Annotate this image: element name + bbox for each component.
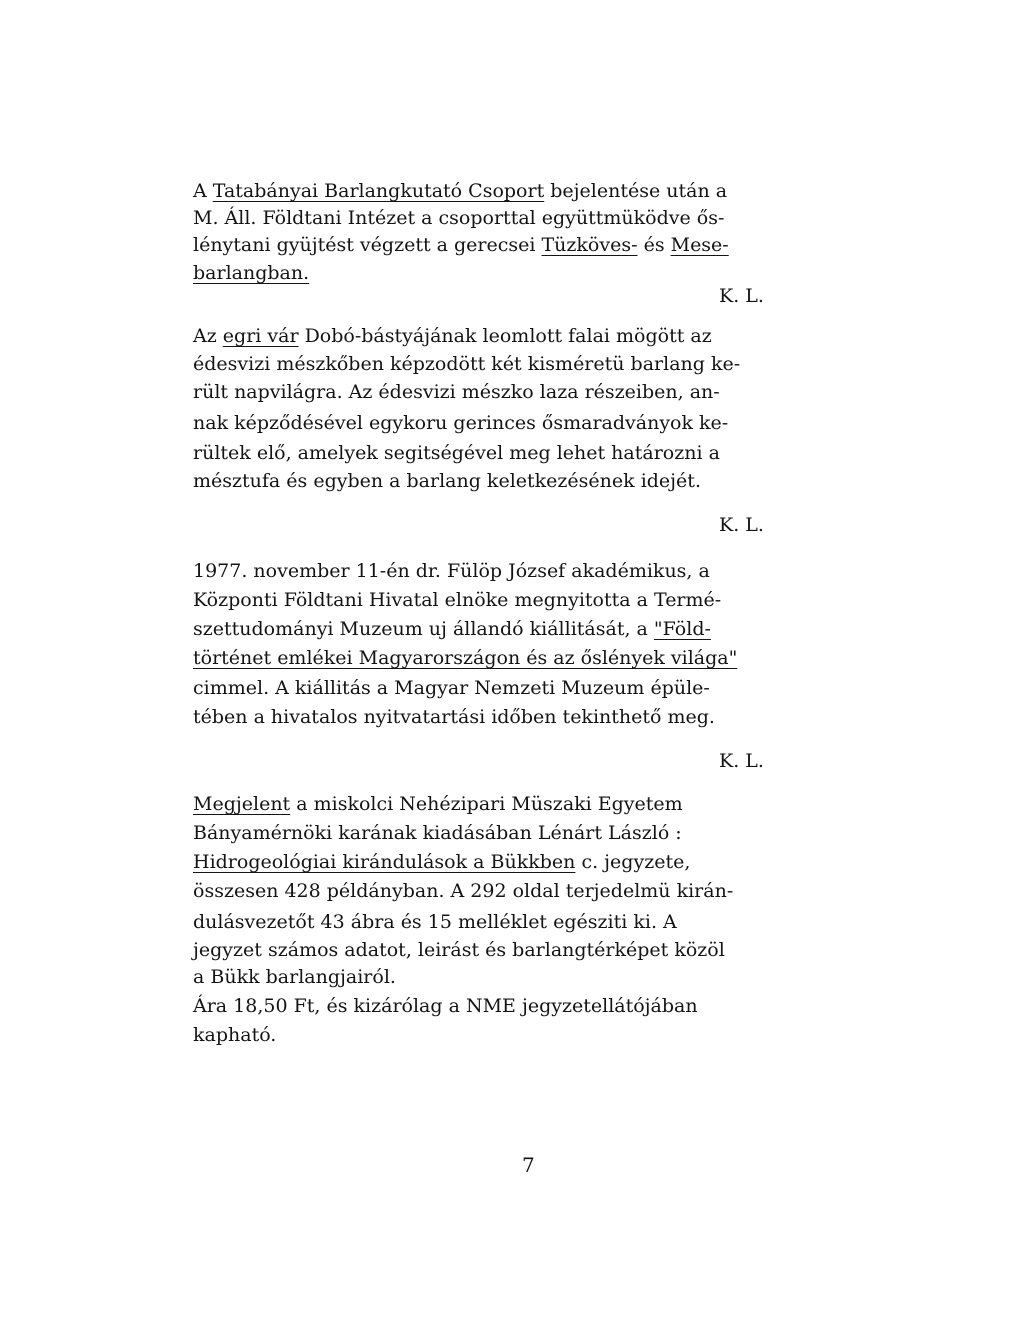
p1-line-3: lénytani gyüjtést végzett a gerecsei Tüzköves- és Mese- (193, 234, 729, 256)
p1-line-2: M. Áll. Földtani Intézet a csoporttal együttmüködve ős- (193, 207, 725, 229)
p3-line-1: 1977. november 11-én dr. Fülöp József akadémikus, a (193, 560, 710, 582)
underlined-group-name: Tatabányai Barlangkutató Csoport (212, 180, 545, 202)
p4-line-7: a Bükk barlangjairól. (193, 966, 396, 988)
p3-line-2: Központi Földtani Hivatal elnöke megnyitotta a Termé- (193, 589, 722, 611)
p3-line-5: cimmel. A kiállitás a Magyar Nemzeti Muzeum épüle- (193, 677, 710, 699)
p4-line-2: Bányamérnöki karának kiadásában Lénárt László : (193, 822, 682, 844)
p4-line-4: összesen 428 példányban. A 292 oldal terjedelmü kirán- (193, 880, 734, 902)
signature-2: K. L. (719, 514, 764, 536)
underlined-exhibition-title: "Föld- (653, 618, 711, 640)
p4-line-8: Ára 18,50 Ft, és kizárólag a NME jegyzetellátójában (193, 995, 698, 1017)
p1-line-4: barlangban. (193, 262, 310, 284)
page-number: 7 (522, 1153, 535, 1177)
p2-line-6: mésztufa és egyben a barlang keletkezésének idejét. (193, 470, 701, 492)
p3-line-6: tében a hivatalos nyitvatartási időben tekinthető meg. (193, 706, 715, 728)
underlined-published: Megjelent (193, 793, 291, 815)
p4-line-5: dulásvezetőt 43 ábra és 15 melléklet egésziti ki. A (193, 911, 677, 933)
p4-line-1: Megjelent a miskolci Nehézipari Müszaki Egyetem (193, 793, 683, 815)
p3-line-3: szettudományi Muzeum uj állandó kiállitását, a "Föld- (193, 618, 711, 640)
underlined-book-title: Hidrogeológiai kirándulások a Bükkben (193, 851, 576, 873)
p2-line-2: édesvizi mészkőben képzodött két kisméretü barlang ke- (193, 353, 741, 375)
underlined-castle-name: egri vár (222, 325, 299, 347)
signature-1: K. L. (719, 285, 764, 307)
p4-line-3: Hidrogeológiai kirándulások a Bükkben c. jegyzete, (193, 851, 691, 873)
p2-line-5: rültek elő, amelyek segitségével meg lehet határozni a (193, 442, 720, 464)
p1-line-1: A Tatabányai Barlangkutató Csoport bejelentése után a (193, 180, 728, 202)
underlined-cave-name-2: Mese- (670, 234, 729, 256)
p2-line-3: rült napvilágra. Az édesvizi mészko laza részeiben, an- (193, 381, 720, 403)
signature-3: K. L. (719, 750, 764, 772)
p3-line-4 (193, 647, 737, 669)
underlined-cave-name: Tüzköves- (541, 234, 638, 256)
p4-line-9: kapható. (193, 1024, 277, 1046)
p2-line-1: Az egri vár Dobó-bástyájának leomlott falai mögött az (193, 325, 712, 347)
underlined-exhibition-title-2: történet emlékei Magyarországon és az őslények világa" (193, 647, 738, 669)
p2-line-4: nak képződésével egykoru gerinces ősmaradványok ke- (193, 412, 729, 434)
p4-line-6: jegyzet számos adatot, leirást és barlangtérképet közöl (193, 939, 725, 961)
